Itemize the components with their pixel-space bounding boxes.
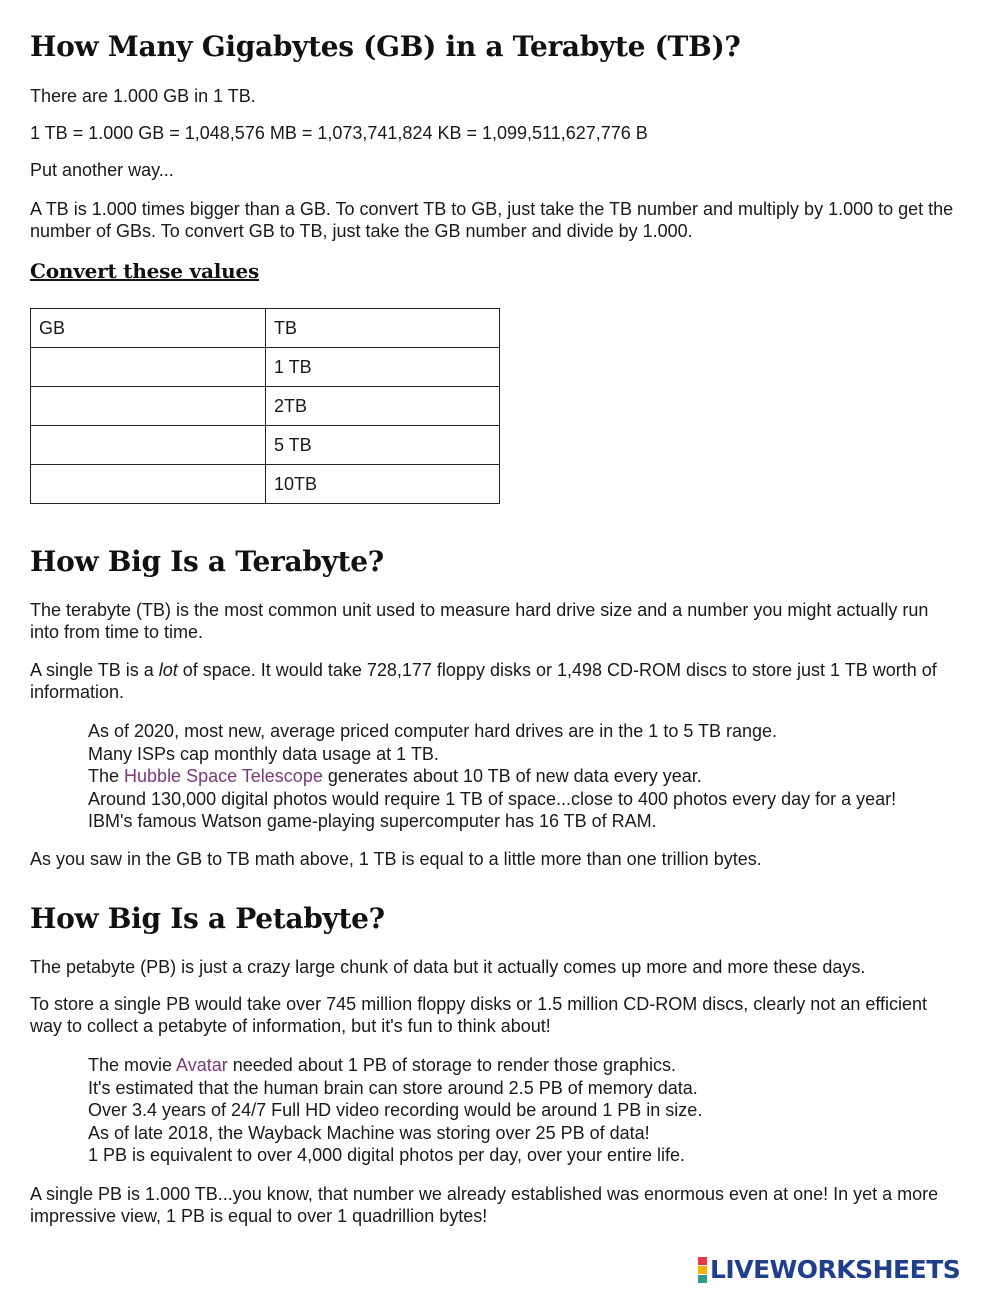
terabyte-facts-list bbox=[88, 720, 988, 833]
section-3-title: How Big Is a Petabyte? bbox=[30, 902, 385, 935]
emphasis-lot: lot bbox=[158, 660, 178, 680]
list-item: As of 2020, most new, average priced computer hard drives are in the 1 to 5 TB range. bbox=[88, 721, 778, 741]
gb-answer-cell[interactable] bbox=[31, 465, 266, 504]
tb-value-cell: 10TB bbox=[266, 465, 500, 504]
list-item: IBM's famous Watson game-playing supercomputer has 16 TB of RAM. bbox=[88, 811, 657, 831]
header-tb: TB bbox=[266, 309, 500, 348]
section-2-paragraph-3: As you saw in the GB to TB math above, 1 TB is equal to a little more than one trillion bytes. bbox=[30, 849, 762, 869]
list-item: Many ISPs cap monthly data usage at 1 TB. bbox=[88, 743, 439, 764]
table-row bbox=[31, 465, 500, 504]
section-1-paragraph-1: There are 1.000 GB in 1 TB. bbox=[30, 86, 256, 106]
section-3-paragraph-3: A single PB is 1.000 TB...you know, that number we already established was enormous even at one! In yet a more impressive view, 1 PB is equal to over 1 quadrillion bytes! bbox=[30, 1184, 939, 1226]
logo-square-icon bbox=[698, 1266, 707, 1274]
conversion-table bbox=[30, 308, 500, 504]
section-1-paragraph-2: 1 TB = 1.000 GB = 1,048,576 MB = 1,073,741,824 KB = 1,099,511,627,776 B bbox=[30, 123, 648, 143]
list-item: Around 130,000 digital photos would require 1 TB of space...close to 400 photos every day for a year! bbox=[88, 788, 897, 809]
section-2-paragraph-1: The terabyte (TB) is the most common unit used to measure hard drive size and a number you might actually run into from time to time. bbox=[30, 600, 929, 642]
tb-value-cell: 2TB bbox=[266, 387, 500, 426]
section-1-paragraph-4: A TB is 1.000 times bigger than a GB. To convert TB to GB, just take the TB number and multiply by 1.000 to get the number of GBs. To convert GB to TB, just take the GB number and divide by 1.000. bbox=[30, 199, 954, 241]
list-item: As of late 2018, the Wayback Machine was storing over 25 PB of data! bbox=[88, 1122, 650, 1143]
section-1-title: How Many Gigabytes (GB) in a Terabyte (TB)? bbox=[30, 30, 741, 63]
list-item: The movie Avatar needed about 1 PB of storage to render those graphics. bbox=[88, 1055, 677, 1075]
section-2-paragraph-2: A single TB is a lot of space. It would take 728,177 floppy disks or 1,498 CD-ROM discs to store just 1 TB worth of information. bbox=[30, 660, 937, 702]
logo-square-icon bbox=[698, 1275, 707, 1283]
gb-answer-cell[interactable] bbox=[31, 426, 266, 465]
tb-value-cell: 5 TB bbox=[266, 426, 500, 465]
list-item: 1 PB is equivalent to over 4,000 digital photos per day, over your entire life. bbox=[88, 1145, 686, 1165]
table-row bbox=[31, 348, 500, 387]
table-row bbox=[31, 426, 500, 465]
list-item: Over 3.4 years of 24/7 Full HD video recording would be around 1 PB in size. bbox=[88, 1100, 703, 1120]
gb-answer-cell[interactable] bbox=[31, 348, 266, 387]
liveworksheets-logo bbox=[698, 1255, 960, 1285]
section-3-paragraph-1: The petabyte (PB) is just a crazy large chunk of data but it actually comes up more and more these days. bbox=[30, 957, 866, 977]
convert-subheading: Convert these values bbox=[30, 259, 260, 283]
list-item: The Hubble Space Telescope generates about 10 TB of new data every year. bbox=[88, 766, 702, 786]
header-gb: GB bbox=[31, 309, 266, 348]
tb-value-cell: 1 TB bbox=[266, 348, 500, 387]
section-2-title: How Big Is a Terabyte? bbox=[30, 545, 384, 578]
section-1-paragraph-3: Put another way... bbox=[30, 160, 174, 180]
logo-text: LIVEWORKSHEETS bbox=[710, 1255, 961, 1284]
section-3-paragraph-2: To store a single PB would take over 745 million floppy disks or 1.5 million CD-ROM discs, clearly not an efficient way to collect a petabyte of information, but it's fun to think about! bbox=[30, 994, 928, 1036]
list-item: It's estimated that the human brain can store around 2.5 PB of memory data. bbox=[88, 1077, 698, 1098]
petabyte-facts-list bbox=[88, 1054, 988, 1167]
gb-answer-cell[interactable] bbox=[31, 387, 266, 426]
table-row bbox=[31, 387, 500, 426]
table-header-row bbox=[31, 309, 500, 348]
hubble-link[interactable]: Hubble Space Telescope bbox=[124, 766, 323, 786]
logo-icon bbox=[698, 1257, 707, 1283]
avatar-link[interactable]: Avatar bbox=[176, 1055, 228, 1075]
logo-square-icon bbox=[698, 1257, 707, 1265]
